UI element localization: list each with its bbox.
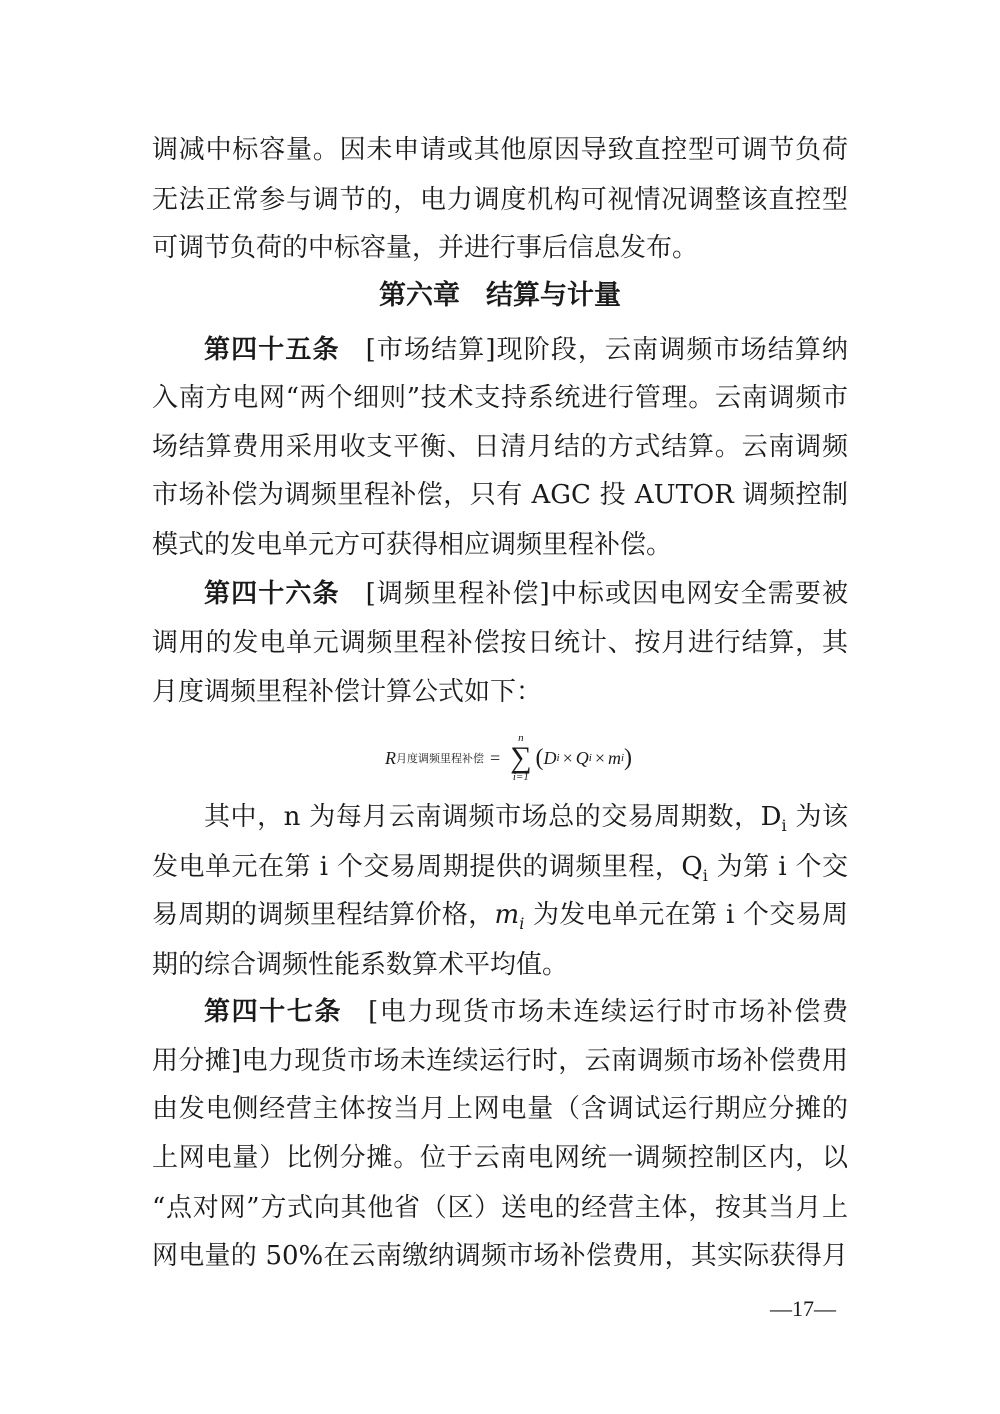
article-45-first-line: [204, 326, 848, 374]
text-line: 月度调频里程补偿计算公式如下：: [152, 677, 543, 707]
text-line: 用分摊]电力现货市场未连续运行时，云南调频市场补偿费用: [152, 1046, 848, 1076]
text-line: 入南方电网“两个细则”技术支持系统进行管理。云南调频市: [152, 383, 848, 413]
article-46-first-line: [204, 570, 848, 618]
page-number: —17—: [770, 1296, 836, 1321]
article-text: [电力现货市场未连续运行时市场补偿费: [368, 997, 848, 1027]
formula-d: D: [543, 747, 557, 768]
text-line: 市场补偿为调频里程补偿，只有 AGC 投 AUTOR 调频控制: [152, 480, 848, 510]
formula-r: R: [385, 747, 396, 768]
text-line: 可调节负荷的中标容量，并进行事后信息发布。: [152, 233, 699, 263]
compensation-formula: [385, 728, 632, 788]
article-label: 第四十七条: [204, 997, 343, 1027]
formula-open-paren: (: [535, 744, 544, 771]
summation-symbol: [510, 733, 531, 783]
text-line: “点对网”方式向其他省（区）送电的经营主体，按其当月上: [152, 1193, 848, 1223]
explanation-line: 其中，n 为每月云南调频市场总的交易周期数，$D_i$ 为该: [204, 802, 848, 836]
formula-close-paren: ): [624, 744, 633, 771]
chapter-title: 结算与计量: [486, 280, 621, 311]
article-label: 第四十五条: [204, 335, 340, 365]
sum-lower-limit: i=1: [512, 771, 529, 783]
article-47-first-line: [204, 988, 848, 1036]
explanation-line: 发电单元在第 i 个交易周期提供的调频里程，$Q_i$ 为第 i 个交: [152, 852, 848, 886]
article-text: [市场结算]现阶段，云南调频市场结算纳: [365, 335, 848, 365]
formula-times: ×: [562, 747, 573, 768]
formula-r-subscript: 月度调频里程补偿: [396, 753, 484, 765]
formula-times: ×: [594, 747, 605, 768]
sum-upper-limit: n: [518, 732, 524, 744]
explanation-line: 易周期的调频里程结算价格，$m_i$ 为发电单元在第 i 个交易周: [152, 900, 848, 934]
formula-d-subscript: i: [556, 752, 560, 764]
formula-equals: =: [490, 747, 501, 768]
formula-m: m: [607, 747, 621, 768]
text-line: 调用的发电单元调频里程补偿按日统计、按月进行结算，其: [152, 628, 848, 658]
article-text: [调频里程补偿]中标或因电网安全需要被: [365, 579, 848, 609]
text-line: 调减中标容量。因未申请或其他原因导致直控型可调节负荷: [152, 135, 848, 165]
text-line: 由发电侧经营主体按当月上网电量（含调试运行期应分摊的: [152, 1094, 848, 1124]
chapter-number: 第六章: [379, 280, 460, 311]
formula-q: Q: [575, 747, 589, 768]
explanation-line: 期的综合调频性能系数算术平均值。: [152, 950, 569, 980]
chapter-heading: [0, 272, 1000, 320]
text-line: 模式的发电单元方可获得相应调频里程补偿。: [152, 530, 673, 560]
text-line: 场结算费用采用收支平衡、日清月结的方式结算。云南调频: [152, 432, 848, 462]
sum-sign: ∑: [510, 741, 532, 774]
text-line: 上网电量）比例分摊。位于云南电网统一调频控制区内，以: [152, 1143, 848, 1173]
text-line: 无法正常参与调节的，电力调度机构可视情况调整该直控型: [152, 185, 848, 215]
formula-q-subscript: i: [588, 752, 592, 764]
formula-m-subscript: i: [620, 752, 625, 764]
article-label: 第四十六条: [204, 579, 340, 609]
text-line: 网电量的 50%在云南缴纳调频市场补偿费用，其实际获得月: [152, 1241, 848, 1271]
